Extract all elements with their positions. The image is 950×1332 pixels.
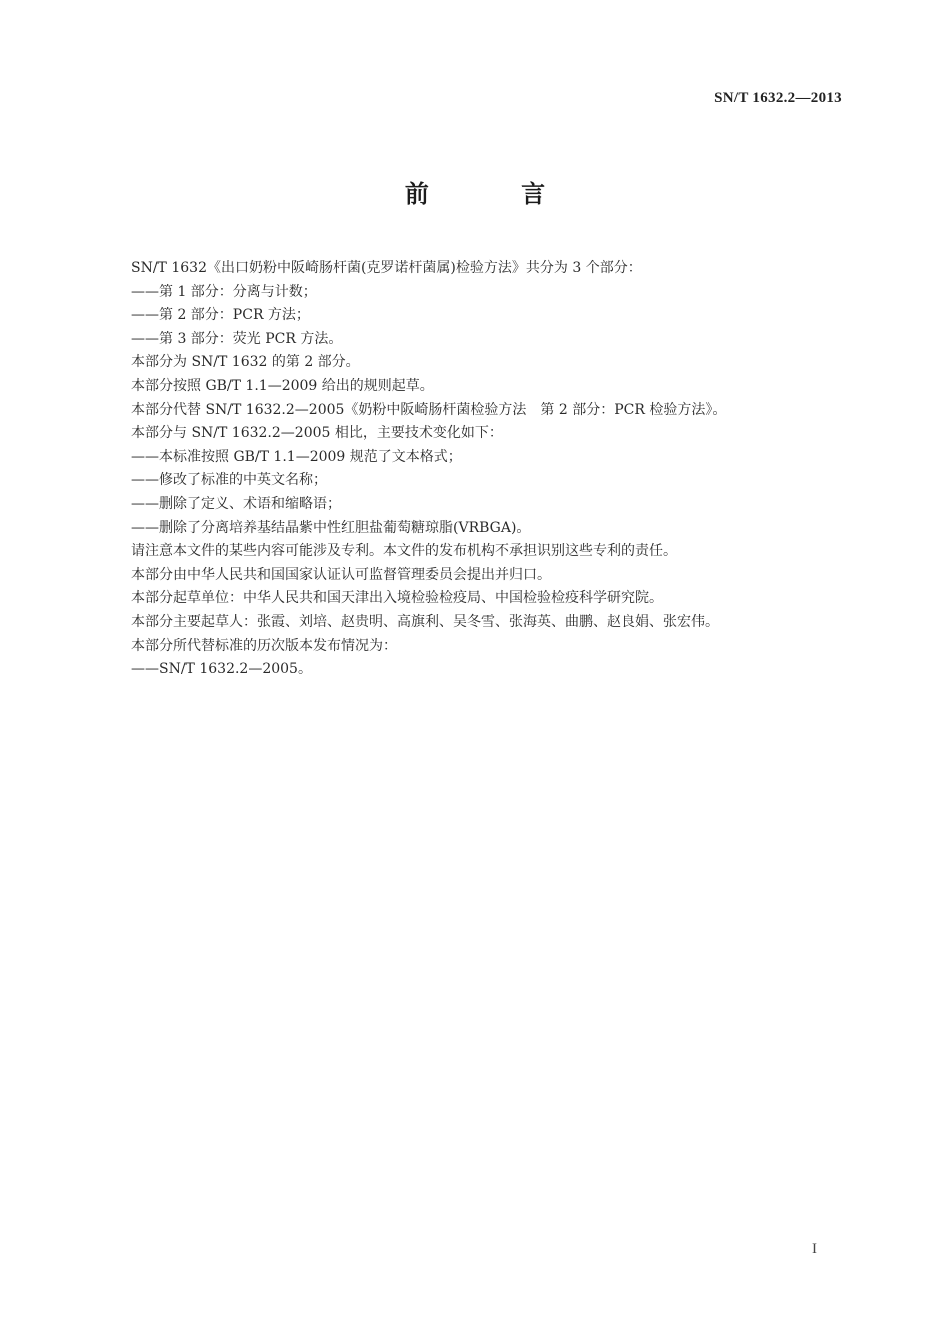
list-item-part-2: ——第 2 部分：PCR 方法； <box>131 307 310 324</box>
paragraph-drafting-rules: 本部分按照 GB/T 1.1—2009 给出的规则起草。 <box>131 377 434 394</box>
paragraph-drafters: 本部分主要起草人：张霞、刘培、赵贵明、高旗利、吴冬雪、张海英、曲鹏、赵良娟、张宏伟。 <box>131 613 719 630</box>
paragraph-this-part: 本部分为 SN/T 1632 的第 2 部分。 <box>131 354 360 371</box>
paragraph-changes-intro: 本部分与 SN/T 1632.2—2005 相比，主要技术变化如下： <box>131 425 503 442</box>
list-item-change-3: ——删除了定义、术语和缩略语； <box>131 495 341 512</box>
page-title: 前 言 <box>404 180 588 208</box>
paragraph-drafting-units: 本部分起草单位：中华人民共和国天津出入境检验检疫局、中国检验检疫科学研究院。 <box>131 590 663 607</box>
paragraph-parts-intro: SN/T 1632《出口奶粉中阪崎肠杆菌(克罗诺杆菌属)检验方法》共分为 3 个部分： <box>131 260 642 276</box>
list-item-change-4: ——删除了分离培养基结晶紫中性红胆盐葡萄糖琼脂(VRBGA)。 <box>131 519 531 536</box>
list-item-previous-edition: ——SN/T 1632.2—2005。 <box>131 661 312 678</box>
document-code: SN/T 1632.2—2013 <box>714 90 842 106</box>
list-item-change-1: ——本标准按照 GB/T 1.1—2009 规范了文本格式； <box>131 448 462 465</box>
list-item-change-2: ——修改了标准的中英文名称； <box>131 472 327 489</box>
list-item-part-1: ——第 1 部分：分离与计数； <box>131 283 317 300</box>
paragraph-previous-editions: 本部分所代替标准的历次版本发布情况为： <box>131 637 397 654</box>
paragraph-replaces: 本部分代替 SN/T 1632.2—2005《奶粉中阪崎肠杆菌检验方法 第 2 部分：PCR 检验方法》。 <box>131 401 727 418</box>
list-item-part-3: ——第 3 部分：荧光 PCR 方法。 <box>131 330 343 347</box>
page-number: I <box>812 1241 817 1257</box>
paragraph-proposed-by: 本部分由中华人民共和国国家认证认可监督管理委员会提出并归口。 <box>131 566 551 583</box>
paragraph-patent-notice: 请注意本文件的某些内容可能涉及专利。本文件的发布机构不承担识别这些专利的责任。 <box>131 543 677 560</box>
foreword-body <box>131 257 831 682</box>
